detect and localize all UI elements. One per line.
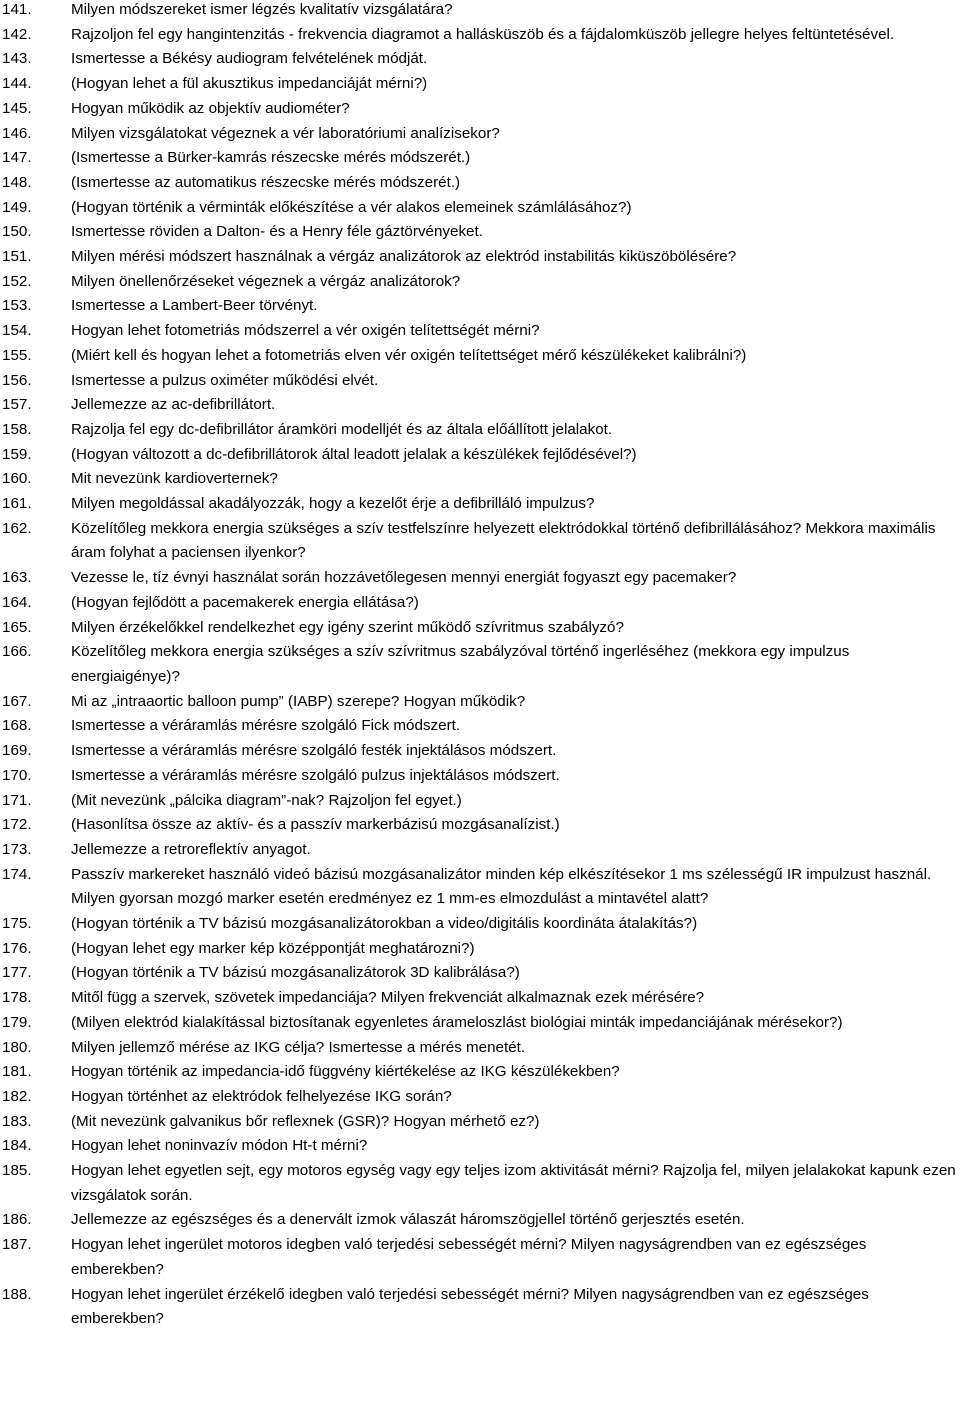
question-item — [0, 1134, 960, 1159]
question-text: Passzív markereket használó videó bázisú mozgásanalizátor minden kép elkészítésekor 1 ms szélességű IR impulzust használ. Milyen gyorsan mozgó marker esetén eredményez ez 1 mm-es elmozdulást a mintavétel alatt? — [71, 865, 932, 908]
question-text: Milyen önellenőrzéseket végeznek a vérgáz analizátorok? — [71, 272, 461, 290]
question-item — [0, 1011, 960, 1036]
question-text: (Hogyan fejlődött a pacemakerek energia ellátása?) — [71, 593, 419, 611]
question-item — [0, 393, 960, 418]
question-number: 145. — [2, 99, 32, 117]
question-number: 168. — [2, 717, 32, 735]
question-number: 155. — [2, 346, 32, 364]
question-item — [0, 1110, 960, 1135]
question-item — [0, 838, 960, 863]
question-number: 174. — [2, 865, 32, 883]
question-text: (Hogyan történik a TV bázisú mozgásanalizátorokban a video/digitális koordináta átalakítás?) — [71, 915, 698, 933]
question-text: Mit nevezünk kardioverternek? — [71, 470, 278, 488]
question-text: Mitől függ a szervek, szövetek impedanciája? Milyen frekvenciát alkalmaznak ezek mérésére? — [71, 989, 705, 1007]
question-item — [0, 294, 960, 319]
question-text: Mi az „intraaortic balloon pump” (IABP) szerepe? Hogyan működik? — [71, 692, 526, 710]
question-text: Milyen vizsgálatokat végeznek a vér laboratóriumi analízisekor? — [71, 124, 500, 142]
question-text: Hogyan történhet az elektródok felhelyezése IKG során? — [71, 1087, 452, 1105]
question-item — [0, 122, 960, 147]
question-text: Hogyan lehet fotometriás módszerrel a vér oxigén telítettségét mérni? — [71, 322, 540, 340]
question-item — [0, 1283, 960, 1332]
question-number: 153. — [2, 297, 32, 315]
question-item — [0, 245, 960, 270]
question-text: Közelítőleg mekkora energia szükséges a szív szívritmus szabályzóval történő ingerléséhez (mekkora egy impulzus energiaigénye)? — [71, 643, 850, 685]
question-item — [0, 961, 960, 986]
question-number: 169. — [2, 742, 32, 760]
question-text: (Hogyan változott a dc-defibrillátorok által leadott jelalak a készülékek fejlődésével?) — [71, 445, 637, 463]
question-text: Ismertesse a véráramlás mérésre szolgáló Fick módszert. — [71, 717, 461, 735]
question-item — [0, 97, 960, 122]
question-item — [0, 517, 960, 566]
question-number: 157. — [2, 396, 32, 414]
question-text: Rajzolja fel egy dc-defibrillátor áramköri modelljét és az általa előállított jelalakot. — [71, 420, 613, 438]
question-text: Milyen érzékelőkkel rendelkezhet egy igény szerint működő szívritmus szabályzó? — [71, 618, 624, 636]
question-number: 173. — [2, 840, 32, 858]
question-number: 188. — [2, 1285, 32, 1303]
question-text: Milyen jellemző mérése az IKG célja? Ismertesse a mérés menetét. — [71, 1038, 526, 1056]
question-text: Hogyan lehet ingerület motoros idegben való terjedési sebességét mérni? Milyen nagyságrendben van ez egészséges emberekben? — [71, 1236, 867, 1278]
question-item — [0, 813, 960, 838]
question-text: Ismertesse a véráramlás mérésre szolgáló festék injektálásos módszert. — [71, 742, 557, 760]
question-number: 164. — [2, 593, 32, 611]
question-item — [0, 492, 960, 517]
question-text: Ismertesse a pulzus oximéter működési elvét. — [71, 371, 379, 389]
question-item — [0, 690, 960, 715]
question-item — [0, 739, 960, 764]
question-item — [0, 47, 960, 72]
question-text: (Mit nevezünk galvanikus bőr reflexnek (GSR)? Hogyan mérhető ez?) — [71, 1112, 540, 1130]
question-item — [0, 1233, 960, 1282]
question-number: 162. — [2, 519, 32, 537]
question-number: 182. — [2, 1087, 32, 1105]
question-item — [0, 863, 960, 912]
question-text: Jellemezze az ac-defibrillátort. — [71, 396, 276, 414]
question-number: 177. — [2, 964, 32, 982]
question-item — [0, 986, 960, 1011]
question-text: (Hogyan történik a vérminták előkészítése a vér alakos elemeinek számlálásához?) — [71, 198, 632, 216]
question-text: Milyen megoldással akadályozzák, hogy a kezelőt érje a defibrilláló impulzus? — [71, 495, 595, 513]
question-number: 170. — [2, 766, 32, 784]
question-number: 143. — [2, 50, 32, 68]
question-number: 180. — [2, 1038, 32, 1056]
question-number: 175. — [2, 915, 32, 933]
question-text: Milyen módszereket ismer légzés kvalitatív vizsgálatára? — [71, 1, 453, 18]
question-item — [0, 72, 960, 97]
question-item — [0, 1208, 960, 1233]
question-item — [0, 912, 960, 937]
question-text: Hogyan történik az impedancia-idő függvény kiértékelése az IKG készülékekben? — [71, 1063, 620, 1081]
question-number: 160. — [2, 470, 32, 488]
question-number: 144. — [2, 75, 32, 93]
question-number: 159. — [2, 445, 32, 463]
question-number: 186. — [2, 1211, 32, 1229]
question-number: 141. — [2, 1, 32, 18]
question-text: Jellemezze a retroreflektív anyagot. — [71, 840, 311, 858]
question-text: Ismertesse a véráramlás mérésre szolgáló pulzus injektálásos módszert. — [71, 766, 560, 784]
question-text: Jellemezze az egészséges és a denervált izmok válaszát háromszögjellel történő gerjesztés esetén. — [71, 1211, 745, 1229]
question-item — [0, 789, 960, 814]
question-text: (Mit nevezünk „pálcika diagram”-nak? Rajzoljon fel egyet.) — [71, 791, 462, 809]
question-text: Vezesse le, tíz évnyi használat során hozzávetőlegesen mennyi energiát fogyaszt egy pacemaker? — [71, 569, 737, 587]
question-item — [0, 443, 960, 468]
question-item — [0, 1036, 960, 1061]
question-text: Közelítőleg mekkora energia szükséges a szív testfelszínre helyezett elektródokkal történő defibrillálásához? Mekkora maximális áram folyhat a paciensen ilyenkor? — [71, 519, 936, 562]
question-text: Ismertesse a Lambert-Beer törvényt. — [71, 297, 318, 315]
question-item — [0, 1085, 960, 1110]
question-item — [0, 220, 960, 245]
question-number: 161. — [2, 495, 32, 513]
question-text: (Hogyan történik a TV bázisú mozgásanalizátorok 3D kalibrálása?) — [71, 964, 520, 982]
question-text: Hogyan lehet noninvazív módon Ht-t mérni? — [71, 1137, 368, 1155]
question-number: 171. — [2, 791, 32, 809]
question-number: 146. — [2, 124, 32, 142]
question-number: 154. — [2, 322, 32, 340]
question-number: 183. — [2, 1112, 32, 1130]
question-item — [0, 196, 960, 221]
question-text: (Hogyan lehet egy marker kép középpontját meghatározni?) — [71, 939, 475, 957]
question-item — [0, 591, 960, 616]
question-item — [0, 418, 960, 443]
question-text: Ismertesse a Békésy audiogram felvételének módját. — [71, 50, 428, 68]
question-number: 166. — [2, 643, 32, 661]
question-number: 163. — [2, 569, 32, 587]
question-number: 156. — [2, 371, 32, 389]
question-item — [0, 764, 960, 789]
question-item — [0, 0, 960, 23]
question-number: 185. — [2, 1162, 32, 1180]
question-number: 184. — [2, 1137, 32, 1155]
question-item — [0, 369, 960, 394]
question-item — [0, 566, 960, 591]
question-item — [0, 146, 960, 171]
question-number: 152. — [2, 272, 32, 290]
question-number: 148. — [2, 173, 32, 191]
question-item — [0, 270, 960, 295]
question-number: 178. — [2, 989, 32, 1007]
question-number: 165. — [2, 618, 32, 636]
question-number: 172. — [2, 816, 32, 834]
question-text: (Hasonlítsa össze az aktív- és a passzív markerbázisú mozgásanalízist.) — [71, 816, 560, 834]
question-number: 158. — [2, 420, 32, 438]
question-item — [0, 467, 960, 492]
question-text: Hogyan lehet egyetlen sejt, egy motoros egység vagy egy teljes izom aktivitását mérni? Rajzolja fel, milyen jelalakokat kapunk ezen vizsgálatok során. — [71, 1162, 956, 1204]
question-number: 142. — [2, 25, 32, 43]
question-number: 181. — [2, 1063, 32, 1081]
question-text: Rajzoljon fel egy hangintenzitás - frekvencia diagramot a hallásküszöb és a fájdalomküszöb jellegre helyes feltüntetésével. — [71, 25, 895, 43]
question-text: Milyen mérési módszert használnak a vérgáz analizátorok az elektród instabilitás kiküszöbölésére? — [71, 248, 737, 266]
question-text: (Milyen elektród kialakítással biztosítanak egyenletes árameloszlást biológiai minták impedanciájának mérésekor?) — [71, 1013, 843, 1031]
question-number: 147. — [2, 149, 32, 167]
question-text: (Ismertesse a Bürker-kamrás részecske mérés módszerét.) — [71, 149, 471, 167]
question-item — [0, 1159, 960, 1208]
question-item — [0, 319, 960, 344]
question-text: (Ismertesse az automatikus részecske mérés módszerét.) — [71, 173, 461, 191]
question-item — [0, 937, 960, 962]
question-text: Ismertesse röviden a Dalton- és a Henry féle gáztörvényeket. — [71, 223, 483, 241]
question-text: Hogyan lehet ingerület érzékelő idegben való terjedési sebességét mérni? Milyen nagyságrendben van ez egészséges emberekben? — [71, 1285, 869, 1328]
question-text: (Miért kell és hogyan lehet a fotometriás elven vér oxigén telítettséget mérő készülékeket kalibrálni?) — [71, 346, 747, 364]
question-item — [0, 23, 960, 48]
question-number: 187. — [2, 1236, 32, 1254]
question-text: (Hogyan lehet a fül akusztikus impedanciáját mérni?) — [71, 75, 428, 93]
question-item — [0, 171, 960, 196]
question-item — [0, 714, 960, 739]
question-number: 149. — [2, 198, 32, 216]
question-number: 167. — [2, 692, 32, 710]
question-item — [0, 1060, 960, 1085]
question-text: Hogyan működik az objektív audiométer? — [71, 99, 350, 117]
question-item — [0, 344, 960, 369]
question-number: 150. — [2, 223, 32, 241]
question-number: 179. — [2, 1013, 32, 1031]
question-number: 151. — [2, 248, 32, 266]
question-item — [0, 616, 960, 641]
question-number: 176. — [2, 939, 32, 957]
question-item — [0, 640, 960, 689]
